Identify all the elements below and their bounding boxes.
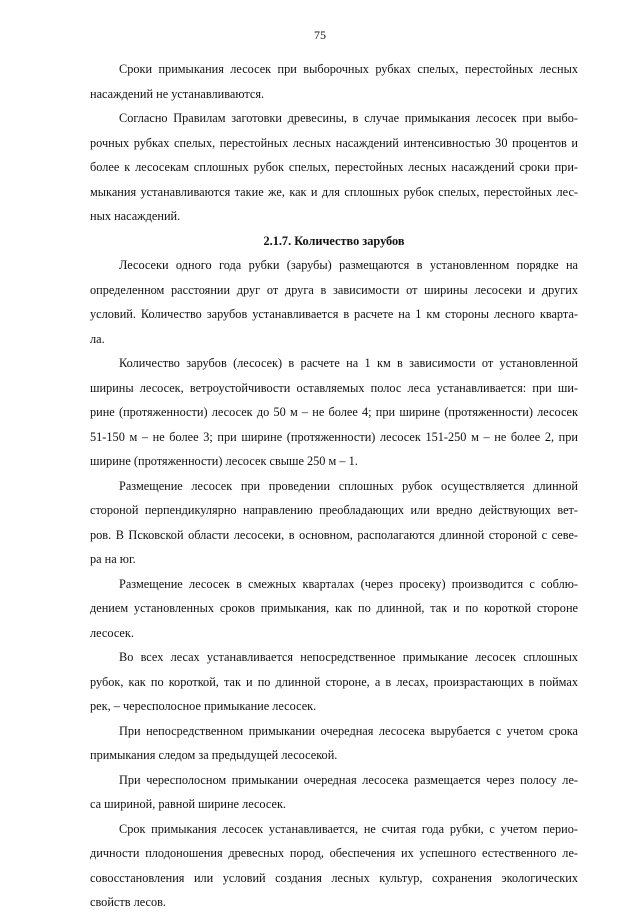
text-line: мыкания устанавливаются такие же, как и для сплошных рубок спелых, перестойных лес-	[90, 184, 578, 199]
text-line: стороной перпендикулярно направлению преобладающих или вредно действующих вет-	[90, 503, 578, 517]
text-line: Сроки примыкания лесосек при выборочных рубках спелых, перестойных лесных	[119, 62, 578, 76]
page-number: 75	[314, 28, 326, 42]
paragraph	[90, 253, 578, 351]
text-line: ра на юг.	[90, 552, 136, 566]
text-line: лесосек.	[90, 625, 134, 640]
text-line: дичности плодоношения древесных пород, обеспечения их успешного естественного ле-	[90, 846, 578, 860]
text-line: насаждений не устанавливаются.	[90, 86, 265, 101]
text-line: определенном расстоянии друг от друга в зависимости от ширины лесосеки и других	[90, 282, 578, 297]
text-line: Размещение лесосек при проведении сплошных рубок осуществляется длинной	[119, 478, 578, 493]
text-line: 51-150 м – не более 3; при ширине (протяженности) лесосек 151-250 м – не более 2, при	[90, 429, 578, 444]
text-line: Количество зарубов (лесосек) в расчете на 1 км в зависимости от установленной	[119, 356, 578, 370]
text-line: рек, – чересполосное примыкание лесосек.	[90, 699, 317, 713]
text-line: Лесосеки одного года рубки (зарубы) размещаются в установленном порядке на	[119, 258, 578, 272]
text-line: рочных рубках спелых, перестойных лесных насаждений интенсивностью 30 процентов и	[90, 135, 578, 150]
text-line: При непосредственном примыкании очередная лесосека вырубается с учетом срока	[119, 723, 578, 738]
text-line: Срок примыкания лесосек устанавливается, не считая года рубки, с учетом перио-	[119, 821, 578, 836]
paragraph	[90, 474, 578, 572]
text-line: свойств лесов.	[90, 895, 167, 909]
paragraph	[90, 719, 578, 768]
text-line: дением установленных сроков примыкания, как по длинной, так и по короткой стороне	[90, 601, 578, 615]
text-line: рубок, как по короткой, так и по длинной стороне, а в лесах, произрастающих в поймах	[90, 674, 578, 689]
section-heading: 2.1.7. Количество зарубов	[263, 233, 405, 248]
text-after-heading	[90, 253, 578, 915]
text-line: условий. Количество зарубов устанавливается в расчете на 1 км стороны лесного кварта-	[90, 307, 578, 321]
paragraph	[90, 106, 578, 229]
paragraph	[90, 351, 578, 474]
text-line: примыкания следом за предыдущей лесосекой.	[90, 748, 338, 762]
text-before-heading	[90, 57, 578, 229]
text-line: Во всех лесах устанавливается непосредственное примыкание лесосек сплошных	[119, 650, 578, 664]
text-line: совосстановления или условий создания лесных культур, сохранения экологических	[90, 870, 578, 885]
paragraph	[90, 572, 578, 646]
text-line: са шириной, равной ширине лесосек.	[90, 797, 286, 811]
text-line: Размещение лесосек в смежных кварталах (через просеку) производится с соблю-	[119, 576, 578, 591]
text-line: ширины лесосек, ветроустойчивости оставляемых полос леса устанавливается: при ши-	[90, 380, 578, 395]
paragraph	[90, 817, 578, 915]
paragraph	[90, 768, 578, 817]
text-line: При чересполосном примыкании очередная лесосека размещается через полосу ле-	[119, 772, 578, 787]
paragraph	[90, 57, 578, 106]
text-line: ширине (протяженности) лесосек свыше 250 м – 1.	[90, 454, 358, 468]
text-line: Согласно Правилам заготовки древесины, в случае примыкания лесосек при выбо-	[119, 111, 578, 125]
paragraph	[90, 645, 578, 719]
text-line: ных насаждений.	[90, 209, 181, 223]
document-body	[90, 57, 578, 915]
text-line: рине (протяженности) лесосек до 50 м – не более 4; при ширине (протяженности) лесосек	[90, 405, 578, 419]
text-line: более к лесосекам сплошных рубок спелых, перестойных лесных насаждений сроки при-	[90, 160, 578, 174]
text-line: ла.	[90, 331, 105, 346]
text-line: ров. В Псковской области лесосеки, в основном, располагаются длинной стороной с севе-	[90, 527, 578, 542]
